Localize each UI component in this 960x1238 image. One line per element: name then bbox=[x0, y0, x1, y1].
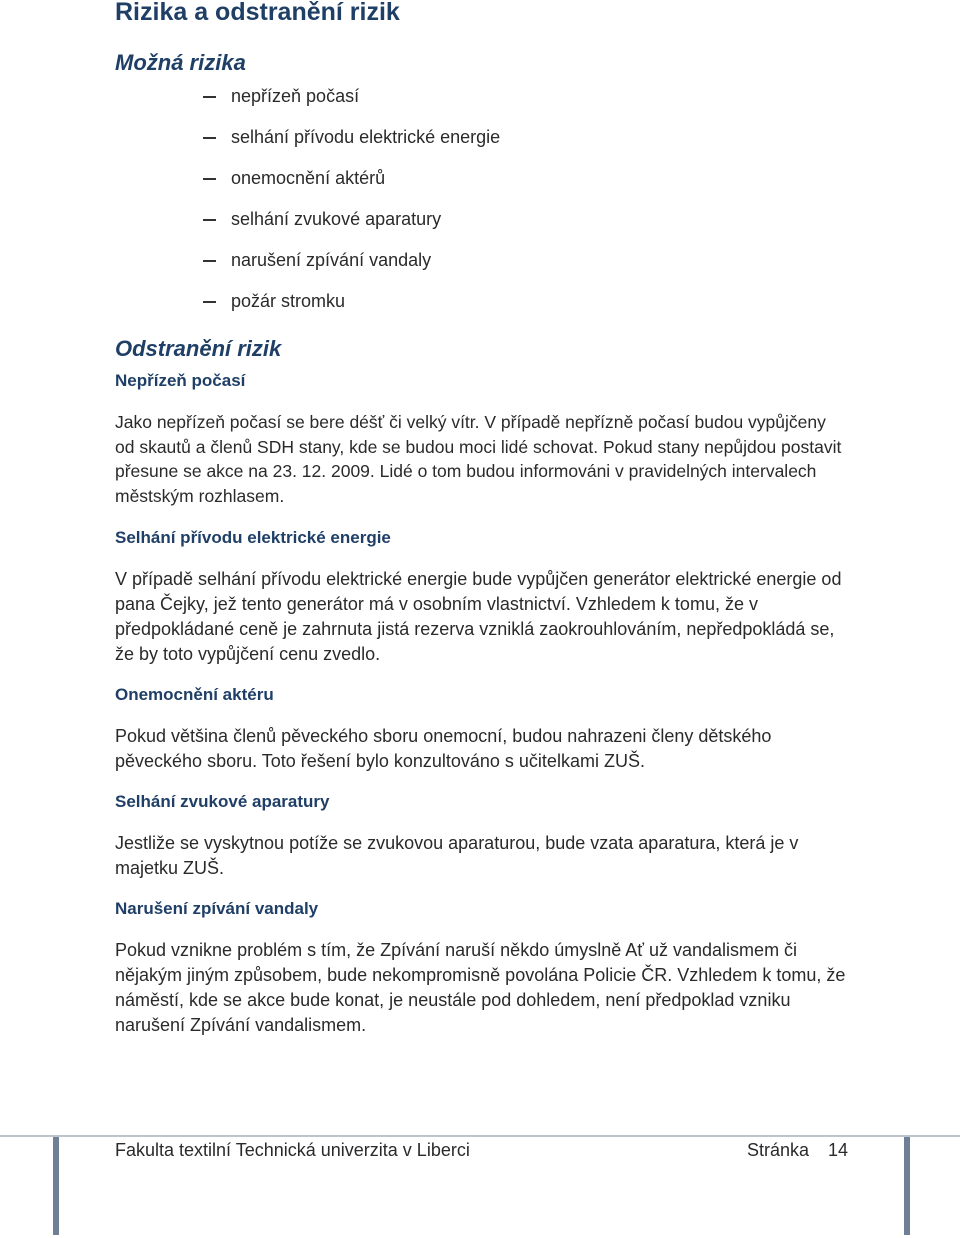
footer-divider bbox=[0, 1135, 960, 1137]
footer-right-bar bbox=[904, 1137, 910, 1235]
dash-bullet bbox=[203, 260, 216, 262]
section-text-illness: Pokud většina členů pěveckého sboru onemocní, budou nahrazeni členy dětského pěveckého sboru. Toto řešení bylo konzultováno s učitelkami ZUŠ. bbox=[115, 726, 772, 771]
list-item-text: nepřízeň počasí bbox=[231, 86, 360, 106]
dash-bullet bbox=[203, 301, 216, 303]
list-item bbox=[203, 166, 500, 207]
section-heading-power: Selhání přívodu elektrické energie bbox=[115, 528, 391, 547]
risk-list bbox=[203, 84, 500, 330]
dash-bullet bbox=[203, 219, 216, 221]
list-item-text: onemocnění aktérů bbox=[231, 168, 386, 188]
list-item-text: selhání přívodu elektrické energie bbox=[231, 127, 501, 147]
list-item-text: požár stromku bbox=[231, 291, 346, 311]
section-heading-weather: Nepřízeň počasí bbox=[115, 371, 246, 390]
section-heading-illness: Onemocnění aktéru bbox=[115, 685, 274, 704]
footer-page-label: Stránka bbox=[747, 1140, 810, 1160]
dash-bullet bbox=[203, 96, 216, 98]
possible-risks-heading: Možná rizika bbox=[115, 50, 246, 75]
page-title: Rizika a odstranění rizik bbox=[115, 0, 400, 26]
list-item-text: selhání zvukové aparatury bbox=[231, 209, 442, 229]
section-text-vandals: Pokud vznikne problém s tím, že Zpívání naruší někdo úmyslně Ať už vandalismem či nějakým jiným způsobem, bude nekompromisně povolána Policie ČR. Vzhledem k tomu, že náměstí, kde se akce bude konat, je neustále pod dohledem, není předpoklad vzniku narušení Zpívání vandalismem. bbox=[115, 940, 846, 1035]
list-item-text: narušení zpívání vandaly bbox=[231, 250, 432, 270]
section-text-sound: Jestliže se vyskytnou potíže se zvukovou aparaturou, bude vzata aparatura, která je v majetku ZUŠ. bbox=[115, 833, 799, 878]
list-item bbox=[203, 207, 500, 248]
footer-left-bar bbox=[53, 1137, 59, 1235]
section-text-power: V případě selhání přívodu elektrické energie bude vypůjčen generátor elektrické energie od pana Čejky, jež tento generátor má v osobním vlastnictví. Vzhledem k tomu, že v předpokládané ceně je zahrnuta jistá rezerva vzniklá zaokrouhlováním, nepředpokládá se, že by toto vypůjčení cenu zvedlo. bbox=[115, 569, 842, 664]
section-heading-vandals: Narušení zpívání vandaly bbox=[115, 899, 319, 918]
dash-bullet bbox=[203, 137, 216, 139]
footer-page-number: 14 bbox=[828, 1140, 849, 1160]
list-item bbox=[203, 84, 500, 125]
list-item bbox=[203, 125, 500, 166]
list-item bbox=[203, 248, 500, 289]
footer-institution: Fakulta textilní Technická univerzita v Liberci bbox=[115, 1140, 470, 1160]
section-heading-sound: Selhání zvukové aparatury bbox=[115, 792, 330, 811]
list-item bbox=[203, 289, 500, 330]
section-text-weather: Jako nepřízeň počasí se bere déšť či velký vítr. V případě nepřízně počasí budou vypůjčeny od skautů a členů SDH stany, kde se budou moci lidé schovat. Pokud stany nepůjdou postavit přesune se akce na 23. 12. 2009. Lidé o tom budou informováni v pravidelných intervalech městským rozhlasem. bbox=[115, 412, 842, 506]
removal-heading: Odstranění rizik bbox=[115, 336, 282, 361]
dash-bullet bbox=[203, 178, 216, 180]
